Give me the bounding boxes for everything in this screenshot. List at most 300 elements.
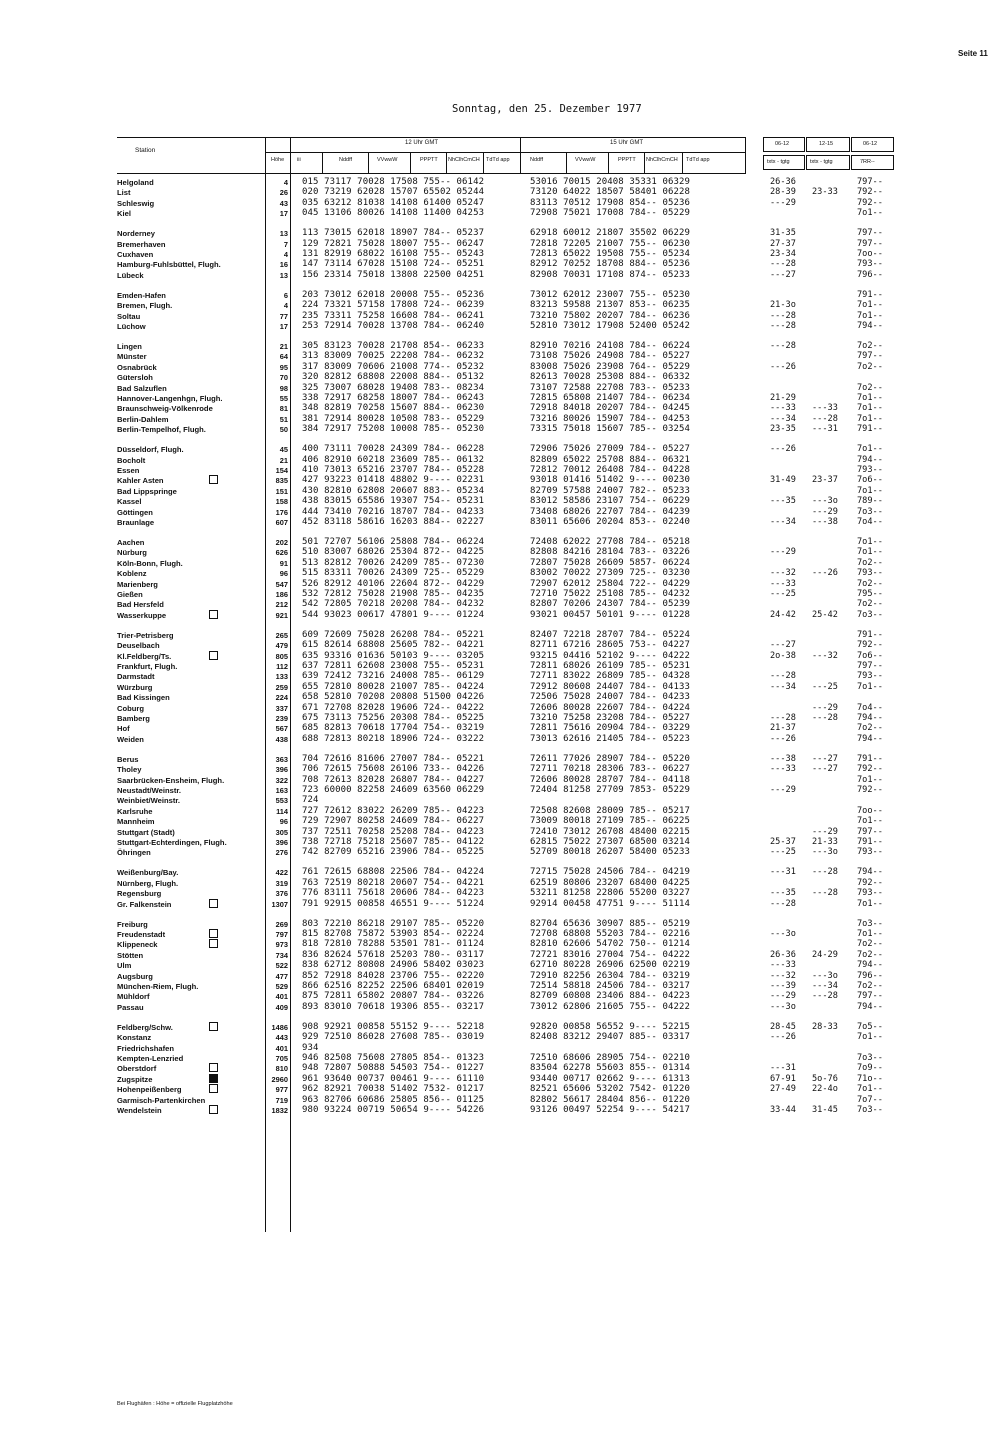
precip-06-12: 7o4-- bbox=[857, 517, 883, 527]
temp-range-12-15: ---3o bbox=[812, 847, 838, 857]
synop-12utc: 325 73007 68028 19408 783-- 08234 bbox=[302, 383, 485, 393]
temp-range-12-15: 24-29 bbox=[812, 950, 838, 960]
table-row bbox=[0, 1063, 1000, 1074]
synop-15utc: 73107 72588 22708 783-- 05233 bbox=[530, 383, 691, 393]
station-name: Cuxhaven bbox=[117, 250, 154, 259]
synop-12utc: 729 72907 80258 24609 784-- 06227 bbox=[302, 816, 485, 826]
station-name: Nürnberg, Flugh. bbox=[117, 879, 179, 888]
synop-12utc: 253 72914 70028 13708 784-- 06240 bbox=[302, 321, 485, 331]
precip-06-12: 796-- bbox=[857, 971, 883, 981]
synop-15utc: 52810 73012 17908 52400 05242 bbox=[530, 321, 691, 331]
synop-15utc: 73108 75026 24908 784-- 05227 bbox=[530, 351, 691, 361]
synop-15utc: 73315 75018 15607 785-- 03254 bbox=[530, 424, 691, 434]
page-number: Seite 11 bbox=[958, 49, 988, 58]
group-12-utc: 12 Uhr GMT bbox=[405, 140, 439, 146]
synop-12utc: 671 72708 82028 19606 724-- 04222 bbox=[302, 703, 485, 713]
precip-06-12: 7o1-- bbox=[857, 300, 883, 310]
precip-06-12: 7oo-- bbox=[857, 249, 883, 259]
station-name: Schleswig bbox=[117, 199, 155, 208]
station-name: Nürburg bbox=[117, 548, 147, 557]
col12-dewpoint: TdTd app bbox=[486, 157, 510, 163]
synop-12utc: 305 83123 70028 21708 854-- 06233 bbox=[302, 341, 485, 351]
station-elevation: 50 bbox=[279, 425, 288, 434]
synop-12utc: 381 72914 80028 10508 783-- 05229 bbox=[302, 414, 485, 424]
col15-vvwww: VVwwW bbox=[575, 157, 596, 163]
precip-06-12: 7o3-- bbox=[857, 507, 883, 517]
temp-range-06-12: 23-35 bbox=[770, 424, 796, 434]
synop-12utc: 737 72511 70258 25208 784-- 04223 bbox=[302, 827, 485, 837]
synop-15utc: 72404 81258 27709 7853- 05229 bbox=[530, 785, 691, 795]
station-name: Gr. Falkenstein bbox=[117, 900, 172, 909]
temp-range-06-12: 25-37 bbox=[770, 837, 796, 847]
station-elevation: 719 bbox=[275, 1096, 288, 1105]
precip-06-12: 7o2-- bbox=[857, 599, 883, 609]
station-name: Düsseldorf, Flugh. bbox=[117, 445, 184, 454]
synop-12utc: 203 73012 62018 20008 755-- 05236 bbox=[302, 290, 485, 300]
precip-06-12: 793-- bbox=[857, 259, 883, 269]
temp-range-12-15: ---34 bbox=[812, 981, 838, 991]
synop-15utc: 72410 73012 26708 48400 02215 bbox=[530, 827, 691, 837]
synop-15utc: 53211 81258 22806 55200 03227 bbox=[530, 888, 691, 898]
precip-06-12: 797-- bbox=[857, 991, 883, 1001]
temp-range-06-12: 27-49 bbox=[770, 1084, 796, 1094]
precip-06-12: 7o2-- bbox=[857, 341, 883, 351]
station-elevation: 81 bbox=[279, 404, 288, 413]
synop-15utc: 72606 80028 28707 784-- 04118 bbox=[530, 775, 691, 785]
precip-06-12: 794-- bbox=[857, 713, 883, 723]
synop-15utc: 83012 58586 23107 754-- 06229 bbox=[530, 496, 691, 506]
station-elevation: 1832 bbox=[271, 1106, 288, 1115]
synop-15utc: 73012 62012 23007 755-- 05230 bbox=[530, 290, 691, 300]
temp-range-12-15: 23-37 bbox=[812, 475, 838, 485]
synop-15utc: 83002 70022 27309 725-- 03230 bbox=[530, 568, 691, 578]
table-row bbox=[0, 475, 1000, 486]
synop-12utc: 444 73410 70216 18707 784-- 04233 bbox=[302, 507, 485, 517]
mountain-station-square-icon bbox=[209, 1105, 218, 1114]
synop-12utc: 836 82624 57618 25203 780-- 03117 bbox=[302, 950, 485, 960]
station-name: Stuttgart-Echterdingen, Flugh. bbox=[117, 838, 227, 847]
precip-06-12: 7o1-- bbox=[857, 775, 883, 785]
table-row bbox=[0, 444, 1000, 455]
synop-15utc: 82613 70028 25308 884-- 06332 bbox=[530, 372, 691, 382]
synop-12utc: 406 82910 60218 23609 785-- 06132 bbox=[302, 455, 485, 465]
precip-06-12: 794-- bbox=[857, 867, 883, 877]
table-row bbox=[0, 1002, 1000, 1013]
temp-range-12-15: ---26 bbox=[812, 568, 838, 578]
station-elevation: 422 bbox=[275, 868, 288, 877]
temp-range-12-15: 5o-76 bbox=[812, 1074, 838, 1084]
synop-15utc: 72908 75021 17008 784-- 05229 bbox=[530, 208, 691, 218]
station-name: Freiburg bbox=[117, 920, 148, 929]
synop-12utc: 147 73114 67028 15108 724-- 05251 bbox=[302, 259, 485, 269]
synop-15utc: 72907 62012 25804 722-- 04229 bbox=[530, 579, 691, 589]
synop-15utc: 72408 62022 27708 784-- 05218 bbox=[530, 537, 691, 547]
synop-15utc: 62815 75022 27307 68500 03214 bbox=[530, 837, 691, 847]
precip-06-12: 793-- bbox=[857, 465, 883, 475]
synop-15utc: 82709 57588 24007 782-- 05233 bbox=[530, 486, 691, 496]
mountain-station-square-icon bbox=[209, 651, 218, 660]
precip-06-12: 7o1-- bbox=[857, 1032, 883, 1042]
synop-12utc: 838 62712 80808 24906 58402 03023 bbox=[302, 960, 485, 970]
precip-06-12: 7o1-- bbox=[857, 486, 883, 496]
temp-range-12-15: 25-42 bbox=[812, 610, 838, 620]
station-elevation: 212 bbox=[275, 600, 288, 609]
station-header: Station bbox=[135, 147, 156, 154]
station-elevation: 21 bbox=[279, 456, 288, 465]
temp-range-12-15: ---29 bbox=[812, 703, 838, 713]
station-name: Osnabrück bbox=[117, 363, 157, 372]
station-elevation: 163 bbox=[275, 786, 288, 795]
mountain-station-square-icon bbox=[209, 1084, 218, 1093]
synop-12utc: 852 72918 84028 23706 755-- 02220 bbox=[302, 971, 485, 981]
precip-06-12: 7o2-- bbox=[857, 950, 883, 960]
temp-range-06-12: ---35 bbox=[770, 496, 796, 506]
precip-06-12: 794-- bbox=[857, 1002, 883, 1012]
station-elevation: 276 bbox=[275, 848, 288, 857]
station-elevation: 376 bbox=[275, 889, 288, 898]
synop-15utc: 72506 75028 24007 784-- 04233 bbox=[530, 692, 691, 702]
station-name: Bad Salzuflen bbox=[117, 384, 167, 393]
station-name: Gütersloh bbox=[117, 373, 153, 382]
station-elevation: 96 bbox=[279, 569, 288, 578]
temp-range-12-15: ---29 bbox=[812, 507, 838, 517]
station-name: Würzburg bbox=[117, 683, 153, 692]
synop-15utc: 82407 72218 28707 784-- 05224 bbox=[530, 630, 691, 640]
station-name: Braunlage bbox=[117, 518, 155, 527]
precip-06-12: 7o1-- bbox=[857, 403, 883, 413]
station-name: Coburg bbox=[117, 704, 144, 713]
side-col3-sub: 7RR-- bbox=[860, 159, 875, 165]
temp-range-12-15: 31-45 bbox=[812, 1105, 838, 1115]
temp-range-12-15: ---29 bbox=[812, 827, 838, 837]
synop-15utc: 82521 65606 53202 7542- 01220 bbox=[530, 1084, 691, 1094]
temp-range-06-12: ---26 bbox=[770, 734, 796, 744]
synop-15utc: 72711 70218 28306 783-- 06227 bbox=[530, 764, 691, 774]
station-elevation: 529 bbox=[275, 982, 288, 991]
side-col1-sub: txtx - tgtg bbox=[767, 159, 790, 165]
station-name: Emden-Hafen bbox=[117, 291, 166, 300]
temp-range-12-15: ---3o bbox=[812, 496, 838, 506]
table-row bbox=[0, 351, 1000, 362]
temp-range-06-12: ---29 bbox=[770, 547, 796, 557]
station-name: Weiden bbox=[117, 735, 144, 744]
precip-06-12: 792-- bbox=[857, 878, 883, 888]
station-elevation: 17 bbox=[279, 322, 288, 331]
synop-15utc: 73012 62806 21605 755-- 04222 bbox=[530, 1002, 691, 1012]
station-name: Wendelstein bbox=[117, 1106, 162, 1115]
synop-15utc: 93440 00717 02662 9---- 61313 bbox=[530, 1074, 691, 1084]
synop-15utc: 72818 72205 21007 755-- 06230 bbox=[530, 239, 691, 249]
station-elevation: 91 bbox=[279, 559, 288, 568]
synop-12utc: 501 72707 56106 25808 784-- 06224 bbox=[302, 537, 485, 547]
col-iii: iii bbox=[297, 157, 301, 163]
table-row bbox=[0, 1032, 1000, 1043]
synop-12utc: 410 73013 65216 23707 784-- 05228 bbox=[302, 465, 485, 475]
station-name: Marienberg bbox=[117, 580, 158, 589]
station-name: Deuselbach bbox=[117, 641, 160, 650]
synop-15utc: 73210 75258 23208 784-- 05227 bbox=[530, 713, 691, 723]
temp-range-06-12: 33-44 bbox=[770, 1105, 796, 1115]
precip-06-12: 792-- bbox=[857, 764, 883, 774]
temp-range-12-15: ---28 bbox=[812, 867, 838, 877]
precip-06-12: 794-- bbox=[857, 960, 883, 970]
station-name: Hannover-Langenhgn, Flugh. bbox=[117, 394, 223, 403]
station-name: Karlsruhe bbox=[117, 807, 153, 816]
precip-06-12: 797-- bbox=[857, 177, 883, 187]
station-name: Garmisch-Partenkirchen bbox=[117, 1096, 206, 1105]
temp-range-06-12: ---31 bbox=[770, 867, 796, 877]
table-row bbox=[0, 764, 1000, 775]
temp-range-06-12: 21-37 bbox=[770, 723, 796, 733]
station-elevation: 734 bbox=[275, 951, 288, 960]
synop-15utc: 82807 70206 24307 784-- 05239 bbox=[530, 599, 691, 609]
precip-06-12: 7o1-- bbox=[857, 929, 883, 939]
precip-06-12: 797-- bbox=[857, 827, 883, 837]
station-name: Lüchow bbox=[117, 322, 146, 331]
synop-15utc: 72812 70012 26408 784-- 04228 bbox=[530, 465, 691, 475]
table-row bbox=[0, 517, 1000, 528]
synop-12utc: 893 83010 70618 19306 855-- 03217 bbox=[302, 1002, 485, 1012]
precip-06-12: 795-- bbox=[857, 589, 883, 599]
precip-06-12: 7o6-- bbox=[857, 651, 883, 661]
precip-06-12: 793-- bbox=[857, 568, 883, 578]
synop-12utc: 724 bbox=[302, 795, 319, 805]
precip-06-12: 7o1-- bbox=[857, 444, 883, 454]
station-name: Berus bbox=[117, 755, 139, 764]
temp-range-06-12: 21-3o bbox=[770, 300, 796, 310]
station-elevation: 805 bbox=[275, 652, 288, 661]
station-name: Lingen bbox=[117, 342, 142, 351]
synop-15utc: 82810 62606 54702 750-- 01214 bbox=[530, 939, 691, 949]
synop-15utc: 72606 80028 22607 784-- 04224 bbox=[530, 703, 691, 713]
precip-06-12: 792-- bbox=[857, 198, 883, 208]
temp-range-06-12: ---28 bbox=[770, 341, 796, 351]
station-elevation: 21 bbox=[279, 342, 288, 351]
station-name: Kassel bbox=[117, 497, 142, 506]
table-row bbox=[0, 939, 1000, 950]
station-name: List bbox=[117, 188, 131, 197]
temp-range-06-12: ---26 bbox=[770, 1032, 796, 1042]
station-name: Bremen, Flugh. bbox=[117, 301, 173, 310]
col12-nddff: Nddff bbox=[339, 157, 353, 163]
station-elevation: 797 bbox=[275, 930, 288, 939]
synop-15utc: 72715 75028 24506 784-- 04219 bbox=[530, 867, 691, 877]
station-elevation: 6 bbox=[283, 291, 288, 300]
synop-15utc: 73408 68026 22707 784-- 04239 bbox=[530, 507, 691, 517]
temp-range-06-12: ---38 bbox=[770, 754, 796, 764]
precip-06-12: 7o6-- bbox=[857, 475, 883, 485]
synop-12utc: 317 83009 70606 21008 774-- 05232 bbox=[302, 362, 485, 372]
table-row bbox=[0, 1084, 1000, 1095]
synop-15utc: 82912 70252 18708 884-- 05236 bbox=[530, 259, 691, 269]
station-elevation: 95 bbox=[279, 363, 288, 372]
station-elevation: 396 bbox=[275, 838, 288, 847]
synop-12utc: 338 72917 68258 18007 784-- 06243 bbox=[302, 393, 485, 403]
synop-15utc: 73210 75802 20207 784-- 06236 bbox=[530, 311, 691, 321]
precip-06-12: 7o2-- bbox=[857, 362, 883, 372]
station-name: Lübeck bbox=[117, 271, 144, 280]
filled-square-icon bbox=[209, 1074, 218, 1083]
precip-06-12: 794-- bbox=[857, 734, 883, 744]
temp-range-06-12: 31-35 bbox=[770, 228, 796, 238]
temp-range-12-15: ---28 bbox=[812, 414, 838, 424]
synop-15utc: 73216 80026 15907 784-- 04253 bbox=[530, 414, 691, 424]
station-name: Zugspitze bbox=[117, 1075, 153, 1084]
synop-12utc: 742 82709 65216 23906 784-- 05225 bbox=[302, 847, 485, 857]
synop-15utc: 93126 00497 52254 9---- 54217 bbox=[530, 1105, 691, 1115]
synop-12utc: 637 72811 62608 23008 755-- 05231 bbox=[302, 661, 485, 671]
station-elevation: 77 bbox=[279, 312, 288, 321]
station-elevation: 186 bbox=[275, 590, 288, 599]
precip-06-12: 791-- bbox=[857, 290, 883, 300]
temp-range-12-15: ---3o bbox=[812, 971, 838, 981]
synop-12utc: 035 63212 81038 14108 61400 05247 bbox=[302, 198, 485, 208]
synop-12utc: 430 82810 62808 20607 883-- 05234 bbox=[302, 486, 485, 496]
precip-06-12: 7o5-- bbox=[857, 1022, 883, 1032]
precip-06-12: 797-- bbox=[857, 351, 883, 361]
station-elevation: 553 bbox=[275, 796, 288, 805]
synop-15utc: 73120 64022 18507 58401 06228 bbox=[530, 187, 691, 197]
table-row bbox=[0, 795, 1000, 806]
station-name: Ulm bbox=[117, 961, 132, 970]
station-name: Gießen bbox=[117, 590, 143, 599]
table-row bbox=[0, 208, 1000, 219]
side-col2-top: 12-15 bbox=[819, 141, 834, 147]
table-row bbox=[0, 424, 1000, 435]
precip-06-12: 789-- bbox=[857, 496, 883, 506]
synop-12utc: 384 72917 75208 10008 785-- 05230 bbox=[302, 424, 485, 434]
station-elevation: 43 bbox=[279, 199, 288, 208]
synop-15utc: 72811 68026 26109 785-- 05231 bbox=[530, 661, 691, 671]
synop-15utc: 83113 70512 17908 854-- 05236 bbox=[530, 198, 691, 208]
synop-12utc: 866 62516 82252 22506 68401 02019 bbox=[302, 981, 485, 991]
temp-range-06-12: ---3o bbox=[770, 1002, 796, 1012]
col12-pppt: PPPTT bbox=[420, 157, 438, 163]
precip-06-12: 7oo-- bbox=[857, 806, 883, 816]
precip-06-12: 797-- bbox=[857, 228, 883, 238]
temp-range-06-12: 23-34 bbox=[770, 249, 796, 259]
station-name: Darmstadt bbox=[117, 672, 155, 681]
station-name: Hamburg-Fuhlsbüttel, Flugh. bbox=[117, 260, 221, 269]
temp-range-06-12: ---33 bbox=[770, 579, 796, 589]
temp-range-06-12: 27-37 bbox=[770, 239, 796, 249]
synop-12utc: 963 82706 60686 25805 856-- 01125 bbox=[302, 1095, 485, 1105]
station-elevation: 977 bbox=[275, 1085, 288, 1094]
table-row bbox=[0, 496, 1000, 507]
col15-clouds: NhClhCmCH bbox=[646, 157, 678, 163]
table-row bbox=[0, 259, 1000, 270]
temp-range-06-12: ---28 bbox=[770, 259, 796, 269]
synop-12utc: 045 13106 80026 14108 11400 04253 bbox=[302, 208, 485, 218]
synop-12utc: 723 60000 82258 24609 63560 06229 bbox=[302, 785, 485, 795]
station-elevation: 607 bbox=[275, 518, 288, 527]
precip-06-12: 7o2-- bbox=[857, 383, 883, 393]
group-15-utc: 15 Uhr GMT bbox=[610, 140, 644, 146]
station-elevation: 921 bbox=[275, 611, 288, 620]
precip-06-12: 7o1-- bbox=[857, 1084, 883, 1094]
synop-15utc: 72815 65808 21407 784-- 06234 bbox=[530, 393, 691, 403]
temp-range-06-12: 24-42 bbox=[770, 610, 796, 620]
station-elevation: 1486 bbox=[271, 1023, 288, 1032]
temp-range-12-15: ---38 bbox=[812, 517, 838, 527]
synop-12utc: 235 73311 75258 16608 784-- 06241 bbox=[302, 311, 485, 321]
station-name: Norderney bbox=[117, 229, 155, 238]
table-row bbox=[0, 991, 1000, 1002]
station-name: Berlin-Tempelhof, Flugh. bbox=[117, 425, 206, 434]
station-name: Weinbiet/Weinstr. bbox=[117, 796, 181, 805]
station-name: Münster bbox=[117, 352, 147, 361]
precip-06-12: 7o1-- bbox=[857, 899, 883, 909]
station-name: Regensburg bbox=[117, 889, 162, 898]
synop-12utc: 961 93640 00737 00461 9---- 61110 bbox=[302, 1074, 485, 1084]
temp-range-06-12: ---33 bbox=[770, 764, 796, 774]
synop-15utc: 82408 83212 29407 885-- 03317 bbox=[530, 1032, 691, 1042]
station-elevation: 322 bbox=[275, 776, 288, 785]
synop-15utc: 52709 80018 26207 58400 05233 bbox=[530, 847, 691, 857]
station-elevation: 363 bbox=[275, 755, 288, 764]
precip-06-12: 793-- bbox=[857, 671, 883, 681]
station-elevation: 70 bbox=[279, 373, 288, 382]
precip-06-12: 7o2-- bbox=[857, 939, 883, 949]
temp-range-12-15: ---28 bbox=[812, 991, 838, 1001]
temp-range-12-15: 21-33 bbox=[812, 837, 838, 847]
station-elevation: 401 bbox=[275, 1044, 288, 1053]
side-col1-top: 06-12 bbox=[775, 141, 790, 147]
station-elevation: 479 bbox=[275, 641, 288, 650]
station-elevation: 305 bbox=[275, 828, 288, 837]
precip-06-12: 7o2-- bbox=[857, 579, 883, 589]
synop-15utc: 72708 68808 55203 784-- 02216 bbox=[530, 929, 691, 939]
table-row bbox=[0, 547, 1000, 558]
temp-range-06-12: ---25 bbox=[770, 847, 796, 857]
precip-06-12: 7o1-- bbox=[857, 208, 883, 218]
table-row bbox=[0, 403, 1000, 414]
station-elevation: 401 bbox=[275, 992, 288, 1001]
station-name: Frankfurt, Flugh. bbox=[117, 662, 178, 671]
synop-15utc: 73009 80018 27109 785-- 06225 bbox=[530, 816, 691, 826]
station-elevation: 158 bbox=[275, 497, 288, 506]
temp-range-06-12: ---28 bbox=[770, 321, 796, 331]
temp-range-06-12: ---34 bbox=[770, 682, 796, 692]
station-elevation: 443 bbox=[275, 1033, 288, 1042]
station-name: Saarbrücken-Ensheim, Flugh. bbox=[117, 776, 225, 785]
synop-15utc: 72721 83016 27004 754-- 04222 bbox=[530, 950, 691, 960]
synop-12utc: 658 52810 70208 20808 51500 04226 bbox=[302, 692, 485, 702]
table-row bbox=[0, 300, 1000, 311]
col-hoehe: Höhe bbox=[271, 157, 285, 163]
synop-12utc: 515 83311 70026 24309 725-- 05229 bbox=[302, 568, 485, 578]
synop-12utc: 131 82919 68022 16108 755-- 05243 bbox=[302, 249, 485, 259]
synop-12utc: 156 23314 75018 13808 22500 04251 bbox=[302, 270, 485, 280]
station-elevation: 396 bbox=[275, 765, 288, 774]
synop-15utc: 53016 70015 20408 35331 06329 bbox=[530, 177, 691, 187]
synop-12utc: 761 72615 68808 22506 784-- 04224 bbox=[302, 867, 485, 877]
temp-range-06-12: ---32 bbox=[770, 568, 796, 578]
precip-06-12: 797-- bbox=[857, 661, 883, 671]
precip-06-12: 7o4-- bbox=[857, 703, 883, 713]
station-name: Kempten-Lenzried bbox=[117, 1054, 184, 1063]
precip-06-12: 7o1-- bbox=[857, 414, 883, 424]
temp-range-12-15: 22-4o bbox=[812, 1084, 838, 1094]
station-elevation: 319 bbox=[275, 879, 288, 888]
synop-12utc: 934 bbox=[302, 1043, 319, 1053]
temp-range-06-12: 28-39 bbox=[770, 187, 796, 197]
station-name: Neustadt/Weinstr. bbox=[117, 786, 181, 795]
mountain-station-square-icon bbox=[209, 929, 218, 938]
station-name: Öhringen bbox=[117, 848, 151, 857]
synop-12utc: 704 72616 81606 27007 784-- 05221 bbox=[302, 754, 485, 764]
synop-15utc: 83011 65606 20204 853-- 02240 bbox=[530, 517, 691, 527]
